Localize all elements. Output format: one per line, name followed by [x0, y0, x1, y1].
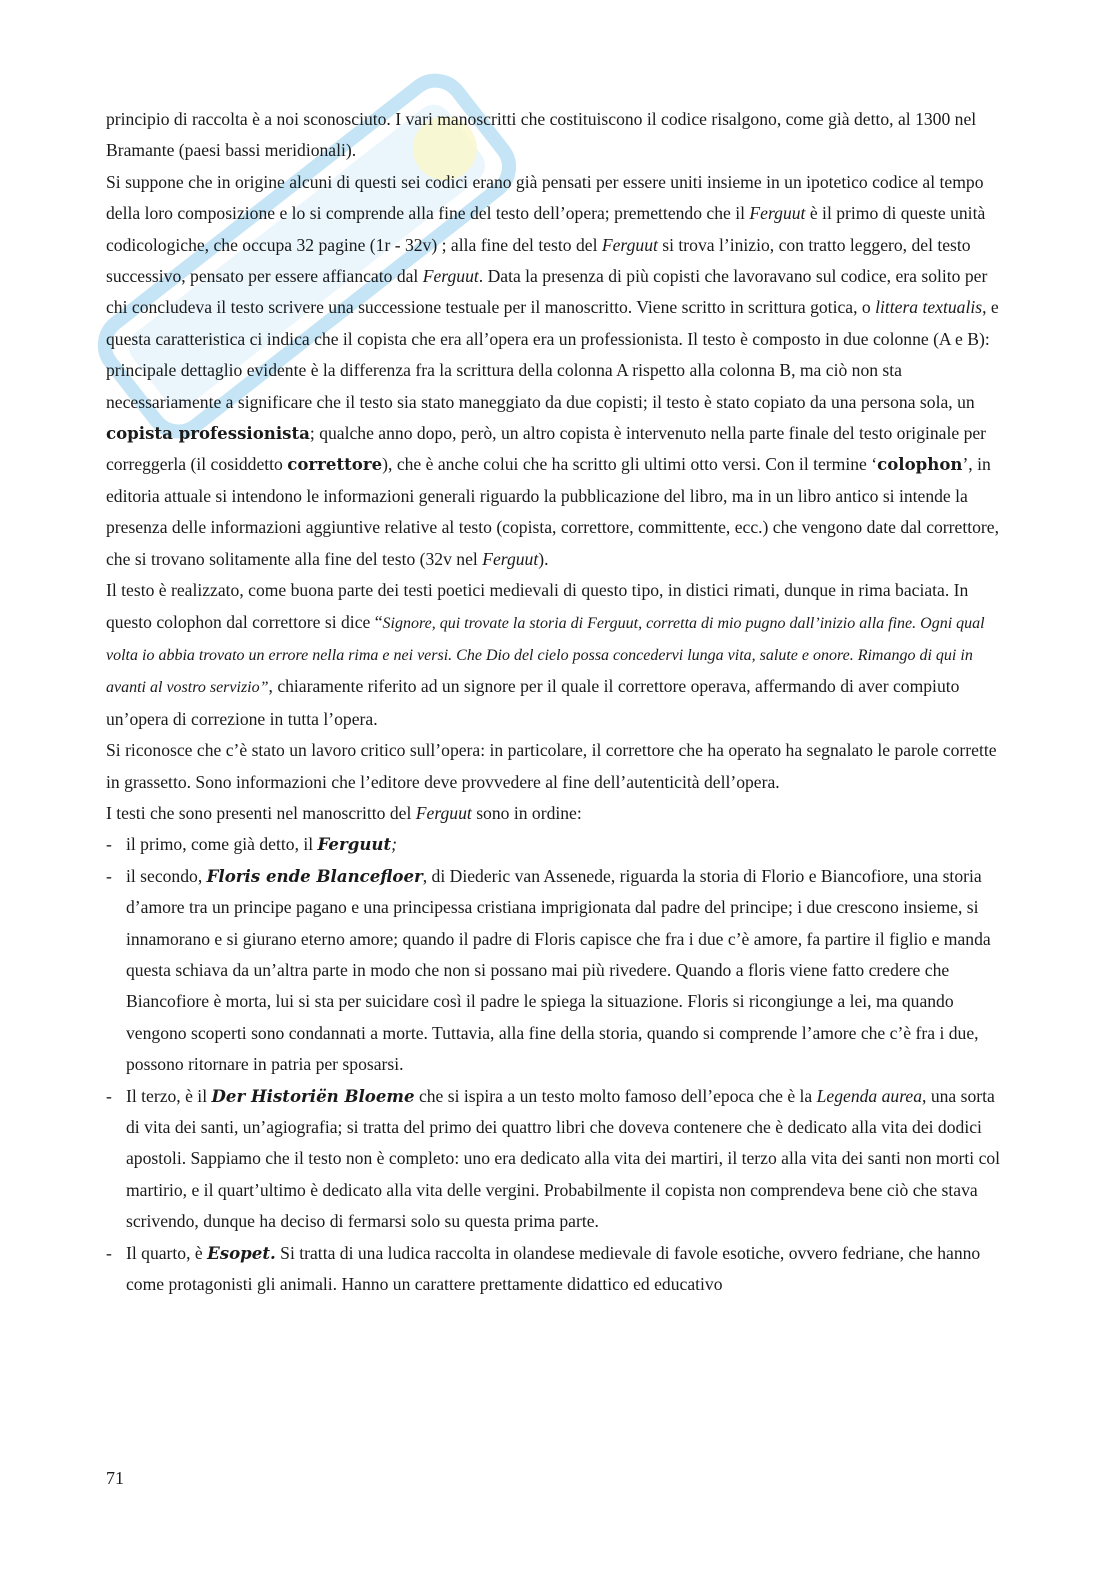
bold-italic-title: Floris ende Blancefloer: [206, 865, 423, 886]
italic-title: Ferguut: [749, 203, 806, 224]
paragraph: Il testo è realizzato, come buona parte dei testi poetici medievali di questo tipo, in distici rimati, dunque in rima baciata. In questo colophon dal correttore si dice “Signore, qui trovate la storia di Ferguut, corretta di mio pugno dall’inizio alla fine. Ogni qual volta io abbia trovato un errore nella rima e nei versi. Che Dio del cielo possa concedervi lunga vita, salute e onore. Rimango di qui in avanti al vostro servizio”, chiaramente riferito ad un signore per il quale il correttore operava, affermando di aver compiuto un’opera di correzione in tutta l’opera.: [106, 580, 985, 729]
italic-title: Ferguut: [422, 266, 479, 287]
document-body: [106, 104, 1012, 1300]
italic-title: Ferguut: [415, 802, 472, 823]
page-number: 71: [106, 1468, 124, 1488]
list-item: - Il terzo, è il Der Historiën Bloeme che si ispira a un testo molto famoso dell’epoca che è la Legenda aurea, una sorta di vita dei santi, un’agiografia; si tratta del primo dei quattro libri che doveva contenere che è dedicato alla vita dei dodici apostoli. Sappiamo che il testo non è completo: uno era dedicato alla vita dei martiri, il terzo alla vita dei santi non morti col martirio, e il quart’ultimo è dedicato alla vita delle vergini. Probabilmente il copista non comprendeva bene ciò che stava scrivendo, dunque ha deciso di fermarsi solo su questa prima parte.: [106, 1081, 1012, 1238]
paragraph: Si riconosce che c’è stato un lavoro critico sull’opera: in particolare, il correttore che ha operato ha segnalato le parole corrette in grassetto. Sono informazioni che l’editore deve provvedere al fine dell’autenticità dell’opera.: [106, 740, 997, 792]
paragraph: I testi che sono presenti nel manoscritto del Ferguut sono in ordine:: [106, 802, 582, 823]
list-item: - Il quarto, è Esopet. Si tratta di una ludica raccolta in olandese medievale di favole esotiche, ovvero fedriane, che hanno come protagonisti gli animali. Hanno un carattere prettamente didattico ed educativo: [106, 1238, 1012, 1301]
paragraph: principio di raccolta è a noi sconosciuto. I vari manoscritti che costituiscono il codice risalgono, come già detto, al 1300 nel Bramante (paesi bassi meridionali).: [106, 109, 977, 161]
bold-italic-title: Esopet.: [207, 1242, 276, 1263]
list-item: - il secondo, Floris ende Blancefloer, di Diederic van Assenede, riguarda la storia di Florio e Biancofiore, una storia d’amore tra un principe pagano e una principessa cristiana imprigionata dal padre del principe; i due crescono insieme, si innamorano e si giurano eterno amore; quando il padre di Floris capisce che fra i due c’è amore, fa partire il figlio e manda questa schiava da un’altra parte in modo che non si possano mai più rivedere. Quando a floris viene fatto credere che Biancofiore è morta, lui si sta per suicidare così il padre le spiega la situazione. Floris si ricongiunge a lei, ma quando vengono scoperti sono condannati a morte. Tuttavia, alla fine della storia, quando si comprende l’amore che c’è fra i due, possono ritornare in patria per sposarsi.: [106, 861, 1012, 1081]
bold-term: correttore: [287, 454, 383, 475]
bold-italic-title: Ferguut: [317, 834, 392, 855]
italic-title: Legenda aurea: [816, 1085, 923, 1106]
italic-title: Ferguut: [601, 234, 658, 255]
italic-title: Ferguut: [482, 548, 539, 569]
colophon-quote: Signore, qui trovate la storia di Ferguut, corretta di mio pugno dall’inizio alla fine. Ogni qual volta io abbia trovato un errore nella rima e nei versi. Che Dio del cielo possa concedervi lunga vita, salute e onore. Rimango di qui in avanti al vostro servizio”: [106, 614, 985, 697]
list-item: - il primo, come già detto, il Ferguut;: [106, 829, 1012, 860]
italic-term: littera textualis: [875, 297, 983, 318]
texts-list: [106, 829, 1012, 1300]
bold-term: colophon: [877, 454, 963, 475]
paragraph: Si suppone che in origine alcuni di questi sei codici erano già pensati per essere uniti insieme in un ipotetico codice al tempo della loro composizione e lo si comprende alla fine del testo dell’opera; premettendo che il Ferguut è il primo di queste unità codicologiche, che occupa 32 pagine (1r - 32v) ; alla fine del testo del Ferguut si trova l’inizio, con tratto leggero, del testo successivo, pensato per essere affiancato dal Ferguut. Data la presenza di più copisti che lavoravano sul codice, era solito per chi concludeva il testo scrivere una successione testuale per il manoscritto. Viene scritto in scrittura gotica, o littera textualis, e questa caratteristica ci indica che il copista che era all’opera era un professionista. Il testo è composto in due colonne (A e B): principale dettaglio evidente è la differenza fra la scrittura della colonna A rispetto alla colonna B, ma ciò non sta necessariamente a significare che il testo sia stato maneggiato da due copisti; il testo è stato copiato da una persona sola, un copista professionista; qualche anno dopo, però, un altro copista è intervenuto nella parte finale del testo originale per correggerla (il cosiddetto correttore), che è anche colui che ha scritto gli ultimi otto versi. Con il termine ‘colophon’, in editoria attuale si intendono le informazioni generali riguardo la pubblicazione del libro, ma in un libro antico si intende la presenza delle informazioni aggiuntive relative al testo (copista, correttore, committente, ecc.) che vengono date dal correttore, che si trovano solitamente alla fine del testo (32v nel Ferguut).: [106, 171, 999, 569]
bold-italic-title: Der Historiën Bloeme: [211, 1085, 415, 1106]
bold-term: copista professionista: [106, 423, 310, 444]
